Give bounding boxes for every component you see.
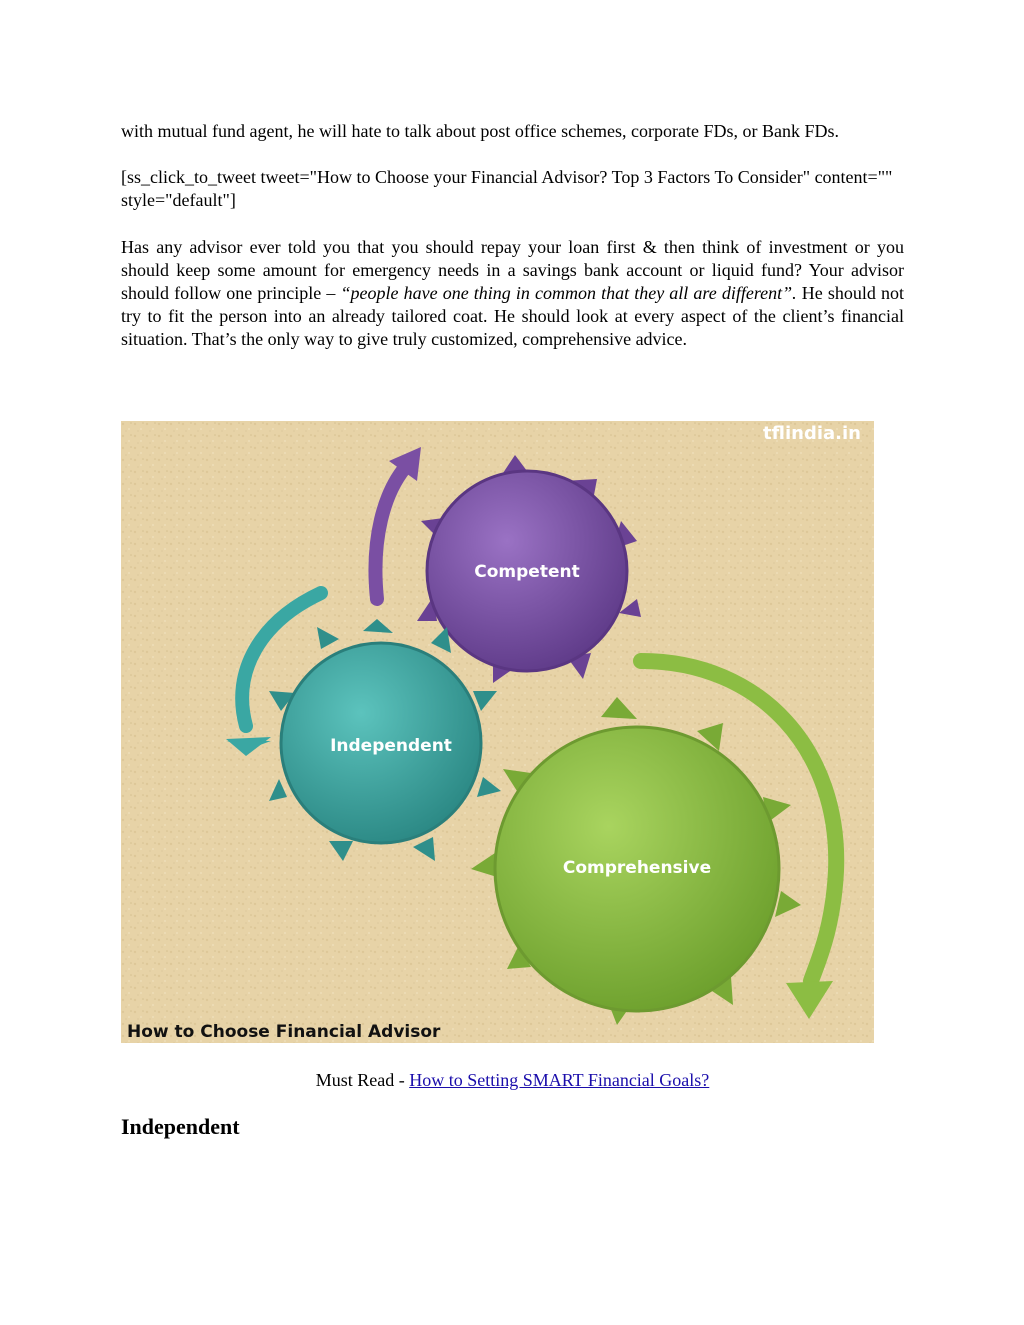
gear-independent-label: Independent bbox=[330, 736, 452, 756]
gears-illustration bbox=[121, 421, 874, 1043]
paragraph-text-1: Has any advisor ever told you that you should repay your loan first & then think of investment or you should keep some amount for emergency needs in a savings bank account or liquid fund? Your advisor should follow one principle – bbox=[121, 236, 904, 304]
watermark-text: tflindia.in bbox=[763, 423, 861, 444]
must-read-prefix: Must Read - bbox=[315, 1070, 410, 1090]
article-body bbox=[121, 120, 904, 352]
advisor-gears-figure bbox=[121, 421, 874, 1043]
paragraph-advisor-principle bbox=[121, 236, 904, 352]
smart-goals-link[interactable]: How to Setting SMART Financial Goals? bbox=[409, 1070, 710, 1090]
section-heading-independent: Independent bbox=[121, 1114, 240, 1139]
gear-competent-label: Competent bbox=[474, 562, 580, 582]
paragraph-text-2: He should not try to fit the person into an already tailored coat. He should look at every aspect of the client’s financial situation. That’s the only way to give truly customized, comprehensive advice. bbox=[121, 283, 905, 350]
paragraph-intro: with mutual fund agent, he will hate to talk about post office schemes, corporate FDs, or Bank FDs. bbox=[121, 121, 840, 141]
figure-caption: How to Choose Financial Advisor bbox=[127, 1022, 441, 1042]
tweet-shortcode: [ss_click_to_tweet tweet="How to Choose your Financial Advisor? Top 3 Factors To Consider" content="" style="default"] bbox=[121, 167, 893, 211]
gear-comprehensive-label: Comprehensive bbox=[562, 858, 712, 878]
principle-quote: “people have one thing in common that they all are different”. bbox=[340, 283, 797, 304]
must-read-line bbox=[121, 1069, 904, 1092]
